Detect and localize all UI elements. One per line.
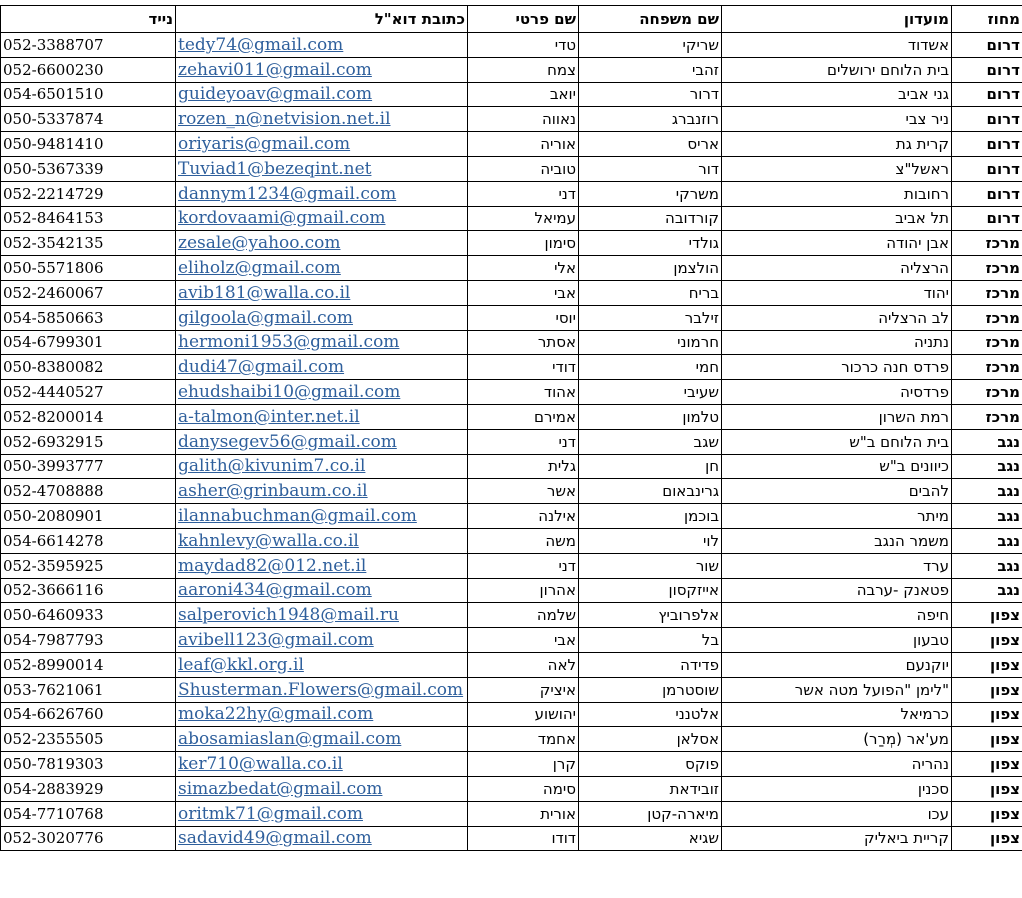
last-name-cell: לוי [579, 528, 722, 553]
email-cell [176, 801, 468, 826]
table-row [1, 429, 1022, 454]
club-cell: מיתר [722, 504, 952, 529]
first-name-cell: טוביה [468, 156, 579, 181]
first-name-cell: דודו [468, 826, 579, 851]
district-cell: מרכז [952, 380, 1022, 405]
district-cell: דרום [952, 107, 1022, 132]
last-name-cell: אייזקסון [579, 578, 722, 603]
first-name-cell: אהרון [468, 578, 579, 603]
phone-cell: 054-6799301 [1, 330, 176, 355]
email-cell [176, 181, 468, 206]
email-link[interactable]: simazbedat@gmail.com [178, 778, 383, 799]
club-cell: ראשל"צ [722, 156, 952, 181]
district-cell: מרכז [952, 404, 1022, 429]
email-link[interactable]: gilgoola@gmail.com [178, 307, 353, 328]
first-name-cell: דני [468, 181, 579, 206]
phone-cell: 054-5850663 [1, 305, 176, 330]
email-cell [176, 702, 468, 727]
first-name-cell: אורית [468, 801, 579, 826]
phone-cell: 050-6460933 [1, 603, 176, 628]
club-cell: משמר הנגב [722, 528, 952, 553]
email-link[interactable]: asher@grinbaum.co.il [178, 481, 368, 502]
district-cell: דרום [952, 57, 1022, 82]
last-name-cell: פדידה [579, 652, 722, 677]
district-cell: נגב [952, 479, 1022, 504]
email-link[interactable]: rozen_n@netvision.net.il [178, 109, 391, 130]
email-cell [176, 156, 468, 181]
phone-cell: 050-2080901 [1, 504, 176, 529]
phone-cell: 054-6501510 [1, 82, 176, 107]
district-cell: צפון [952, 603, 1022, 628]
club-cell: כיוונים ב"ש [722, 454, 952, 479]
table-row [1, 256, 1022, 281]
last-name-cell: בל [579, 628, 722, 653]
phone-cell: 052-3666116 [1, 578, 176, 603]
club-cell: בית הלוחם ב"ש [722, 429, 952, 454]
email-cell [176, 727, 468, 752]
club-cell: עכו [722, 801, 952, 826]
header-row [1, 6, 1022, 33]
email-link[interactable]: moka22hy@gmail.com [178, 704, 374, 725]
email-cell [176, 231, 468, 256]
last-name-cell: זילבר [579, 305, 722, 330]
table-row [1, 801, 1022, 826]
last-name-cell: קורדובה [579, 206, 722, 231]
district-cell: צפון [952, 752, 1022, 777]
first-name-cell: אלי [468, 256, 579, 281]
club-cell: בית הלוחם ירושלים [722, 57, 952, 82]
table-row [1, 504, 1022, 529]
first-name-cell: דני [468, 429, 579, 454]
email-cell [176, 628, 468, 653]
email-cell [176, 454, 468, 479]
phone-cell: 052-3020776 [1, 826, 176, 851]
last-name-cell: שגיא [579, 826, 722, 851]
first-name-cell: יואב [468, 82, 579, 107]
club-cell: יוקנעם [722, 652, 952, 677]
district-cell: נגב [952, 553, 1022, 578]
email-link[interactable]: danysegev56@gmail.com [178, 431, 397, 452]
club-cell: מע'אר (מְרַר) [722, 727, 952, 752]
email-cell [176, 826, 468, 851]
phone-cell: 054-6626760 [1, 702, 176, 727]
email-link[interactable]: Shusterman.Flowers@gmail.com [178, 679, 464, 700]
district-cell: מרכז [952, 355, 1022, 380]
email-cell [176, 107, 468, 132]
email-link[interactable]: ilannabuchman@gmail.com [178, 506, 417, 527]
first-name-cell: אבי [468, 280, 579, 305]
first-name-cell: נאווה [468, 107, 579, 132]
email-link[interactable]: eliholz@gmail.com [178, 258, 341, 279]
table-row [1, 479, 1022, 504]
table-row [1, 156, 1022, 181]
club-cell: פטאנק -ערבה [722, 578, 952, 603]
club-cell: נתניה [722, 330, 952, 355]
email-link[interactable]: maydad82@012.net.il [178, 555, 367, 576]
last-name-cell: חן [579, 454, 722, 479]
phone-cell: 052-2214729 [1, 181, 176, 206]
email-link[interactable]: kordovaami@gmail.com [178, 208, 386, 229]
last-name-cell: שריקי [579, 33, 722, 58]
last-name-cell: זובידאת [579, 776, 722, 801]
last-name-cell: גולדי [579, 231, 722, 256]
district-cell: דרום [952, 156, 1022, 181]
club-cell: נהריה [722, 752, 952, 777]
email-link[interactable]: sadavid49@gmail.com [178, 828, 372, 849]
email-cell [176, 603, 468, 628]
last-name-cell: אריס [579, 132, 722, 157]
email-link[interactable]: avib181@walla.co.il [178, 282, 351, 303]
first-name-cell: אסתר [468, 330, 579, 355]
table-row [1, 280, 1022, 305]
phone-cell: 050-8380082 [1, 355, 176, 380]
email-link[interactable]: leaf@kkl.org.il [178, 654, 304, 675]
last-name-cell: משרקי [579, 181, 722, 206]
phone-cell: 052-4708888 [1, 479, 176, 504]
phone-cell: 052-8200014 [1, 404, 176, 429]
club-cell: ניר צבי [722, 107, 952, 132]
club-cell: טבעון [722, 628, 952, 653]
email-link[interactable]: tedy74@gmail.com [178, 34, 344, 55]
club-cell: רחובות [722, 181, 952, 206]
club-cell: להבים [722, 479, 952, 504]
email-link[interactable]: aaroni434@gmail.com [178, 580, 372, 601]
district-cell: מרכז [952, 256, 1022, 281]
email-link[interactable]: oritmk71@gmail.com [178, 803, 363, 824]
email-link[interactable]: salperovich1948@mail.ru [178, 605, 399, 626]
district-cell: צפון [952, 826, 1022, 851]
email-cell [176, 652, 468, 677]
club-cell: קרית גת [722, 132, 952, 157]
club-cell: חיפה [722, 603, 952, 628]
email-link[interactable]: Tuviad1@bezeqint.net [178, 158, 372, 179]
first-name-cell: דודי [468, 355, 579, 380]
district-cell: נגב [952, 454, 1022, 479]
club-cell: גני אביב [722, 82, 952, 107]
club-cell: פרדסיה [722, 380, 952, 405]
first-name-cell: לאה [468, 652, 579, 677]
table-row [1, 380, 1022, 405]
first-name-cell: שלמה [468, 603, 579, 628]
first-name-cell: אהוד [468, 380, 579, 405]
table-row [1, 82, 1022, 107]
table-row [1, 181, 1022, 206]
email-link[interactable]: dudi47@gmail.com [178, 357, 345, 378]
email-link[interactable]: a-talmon@inter.net.il [178, 406, 360, 427]
phone-cell: 050-3993777 [1, 454, 176, 479]
table-row [1, 702, 1022, 727]
contacts-table [0, 5, 1022, 851]
email-link[interactable]: guideyoav@gmail.com [178, 84, 373, 105]
table-row [1, 578, 1022, 603]
table-row [1, 454, 1022, 479]
header-phone: נייד [1, 6, 176, 33]
email-cell [176, 330, 468, 355]
email-link[interactable]: galith@kivunim7.co.il [178, 456, 366, 477]
last-name-cell: שעיבי [579, 380, 722, 405]
district-cell: נגב [952, 429, 1022, 454]
club-cell: תל אביב [722, 206, 952, 231]
club-cell: אשדוד [722, 33, 952, 58]
club-cell: ערד [722, 553, 952, 578]
district-cell: נגב [952, 578, 1022, 603]
email-cell [176, 206, 468, 231]
email-cell [176, 33, 468, 58]
table-row [1, 33, 1022, 58]
district-cell: צפון [952, 727, 1022, 752]
last-name-cell: חרמוני [579, 330, 722, 355]
last-name-cell: פוקס [579, 752, 722, 777]
email-cell [176, 256, 468, 281]
first-name-cell: אמירם [468, 404, 579, 429]
district-cell: צפון [952, 776, 1022, 801]
table-row [1, 826, 1022, 851]
district-cell: מרכז [952, 305, 1022, 330]
table-row [1, 330, 1022, 355]
district-cell: דרום [952, 82, 1022, 107]
phone-cell: 052-2355505 [1, 727, 176, 752]
first-name-cell: סימה [468, 776, 579, 801]
phone-cell: 054-7710768 [1, 801, 176, 826]
email-cell [176, 380, 468, 405]
phone-cell: 052-8990014 [1, 652, 176, 677]
district-cell: נגב [952, 528, 1022, 553]
first-name-cell: יהושוע [468, 702, 579, 727]
phone-cell: 052-6932915 [1, 429, 176, 454]
club-cell: סכנין [722, 776, 952, 801]
table-row [1, 628, 1022, 653]
email-cell [176, 578, 468, 603]
district-cell: צפון [952, 677, 1022, 702]
first-name-cell: עמיאל [468, 206, 579, 231]
header-club: מועדון [722, 6, 952, 33]
phone-cell: 050-9481410 [1, 132, 176, 157]
phone-cell: 050-5367339 [1, 156, 176, 181]
last-name-cell: בריח [579, 280, 722, 305]
email-cell [176, 504, 468, 529]
first-name-cell: אחמד [468, 727, 579, 752]
phone-cell: 054-2883929 [1, 776, 176, 801]
email-cell [176, 355, 468, 380]
email-cell [176, 82, 468, 107]
last-name-cell: חמי [579, 355, 722, 380]
email-cell [176, 57, 468, 82]
email-link[interactable]: ker710@walla.co.il [178, 754, 343, 774]
club-cell: הרצליה [722, 256, 952, 281]
email-cell [176, 429, 468, 454]
district-cell: דרום [952, 206, 1022, 231]
last-name-cell: רוזנברג [579, 107, 722, 132]
table-row [1, 603, 1022, 628]
header-first-name: שם פרטי [468, 6, 579, 33]
table-row [1, 305, 1022, 330]
header-district: מחוז [952, 6, 1022, 33]
email-cell [176, 776, 468, 801]
last-name-cell: מיארה-קטן [579, 801, 722, 826]
last-name-cell: בוכמן [579, 504, 722, 529]
district-cell: נגב [952, 504, 1022, 529]
table-row [1, 727, 1022, 752]
first-name-cell: טדי [468, 33, 579, 58]
district-cell: דרום [952, 132, 1022, 157]
phone-cell: 052-4440527 [1, 380, 176, 405]
table-row [1, 57, 1022, 82]
table-row [1, 107, 1022, 132]
district-cell: מרכז [952, 280, 1022, 305]
phone-cell: 052-3595925 [1, 553, 176, 578]
last-name-cell: שגב [579, 429, 722, 454]
district-cell: צפון [952, 652, 1022, 677]
first-name-cell: משה [468, 528, 579, 553]
email-cell [176, 752, 468, 777]
first-name-cell: דני [468, 553, 579, 578]
first-name-cell: יוסי [468, 305, 579, 330]
district-cell: דרום [952, 33, 1022, 58]
email-link[interactable]: kahnlevy@walla.co.il [178, 530, 359, 551]
table-row [1, 677, 1022, 702]
phone-cell: 050-5337874 [1, 107, 176, 132]
last-name-cell: זהבי [579, 57, 722, 82]
email-cell [176, 479, 468, 504]
table-row [1, 231, 1022, 256]
phone-cell: 053-7621061 [1, 677, 176, 702]
phone-cell: 052-8464153 [1, 206, 176, 231]
club-cell: לב הרצליה [722, 305, 952, 330]
email-link[interactable]: zehavi011@gmail.com [178, 59, 372, 80]
header-email: כתובת דוא"ל [176, 6, 468, 33]
email-cell [176, 404, 468, 429]
club-cell: רמת השרון [722, 404, 952, 429]
district-cell: מרכז [952, 231, 1022, 256]
district-cell: צפון [952, 801, 1022, 826]
phone-cell: 050-7819303 [1, 752, 176, 777]
table-row [1, 355, 1022, 380]
phone-cell: 054-6614278 [1, 528, 176, 553]
email-link[interactable]: dannym1234@gmail.com [178, 183, 397, 204]
last-name-cell: אלטנני [579, 702, 722, 727]
email-cell [176, 528, 468, 553]
table-row [1, 776, 1022, 801]
first-name-cell: גלית [468, 454, 579, 479]
last-name-cell: שוסטרמן [579, 677, 722, 702]
first-name-cell: צמח [468, 57, 579, 82]
phone-cell: 052-3542135 [1, 231, 176, 256]
last-name-cell: שור [579, 553, 722, 578]
table-row [1, 206, 1022, 231]
first-name-cell: איציק [468, 677, 579, 702]
last-name-cell: טלמון [579, 404, 722, 429]
first-name-cell: אוריה [468, 132, 579, 157]
email-cell [176, 132, 468, 157]
email-link[interactable]: hermoni1953@gmail.com [178, 332, 400, 353]
club-cell: קריית ביאליק [722, 826, 952, 851]
club-cell: כרמיאל [722, 702, 952, 727]
club-cell: "לימן "הפועל מטה אשר [722, 677, 952, 702]
table-row [1, 752, 1022, 777]
last-name-cell: דרור [579, 82, 722, 107]
email-link[interactable]: zesale@yahoo.com [178, 233, 341, 254]
email-cell [176, 305, 468, 330]
phone-cell: 054-7987793 [1, 628, 176, 653]
email-link[interactable]: avibell123@gmail.com [178, 630, 374, 651]
table-row [1, 652, 1022, 677]
club-cell: יהוד [722, 280, 952, 305]
district-cell: צפון [952, 628, 1022, 653]
first-name-cell: קרן [468, 752, 579, 777]
email-cell [176, 677, 468, 702]
email-link[interactable]: ehudshaibi10@gmail.com [178, 382, 401, 403]
district-cell: דרום [952, 181, 1022, 206]
email-cell [176, 553, 468, 578]
table-row [1, 553, 1022, 578]
last-name-cell: אסלאן [579, 727, 722, 752]
email-link[interactable]: abosamiaslan@gmail.com [178, 729, 402, 750]
header-last-name: שם משפחה [579, 6, 722, 33]
district-cell: מרכז [952, 330, 1022, 355]
contacts-sheet [0, 5, 1022, 851]
table-row [1, 528, 1022, 553]
last-name-cell: הולצמן [579, 256, 722, 281]
table-body [1, 33, 1022, 851]
last-name-cell: אלפרוביץ [579, 603, 722, 628]
table-row [1, 132, 1022, 157]
first-name-cell: סימון [468, 231, 579, 256]
email-link[interactable]: oriyaris@gmail.com [178, 134, 351, 155]
first-name-cell: אשר [468, 479, 579, 504]
last-name-cell: דור [579, 156, 722, 181]
club-cell: אבן יהודה [722, 231, 952, 256]
first-name-cell: אילנה [468, 504, 579, 529]
phone-cell: 050-5571806 [1, 256, 176, 281]
phone-cell: 052-2460067 [1, 280, 176, 305]
phone-cell: 052-3388707 [1, 33, 176, 58]
district-cell: צפון [952, 702, 1022, 727]
phone-cell: 052-6600230 [1, 57, 176, 82]
club-cell: פרדס חנה כרכור [722, 355, 952, 380]
last-name-cell: גרינבאום [579, 479, 722, 504]
table-row [1, 404, 1022, 429]
first-name-cell: אבי [468, 628, 579, 653]
email-cell [176, 280, 468, 305]
